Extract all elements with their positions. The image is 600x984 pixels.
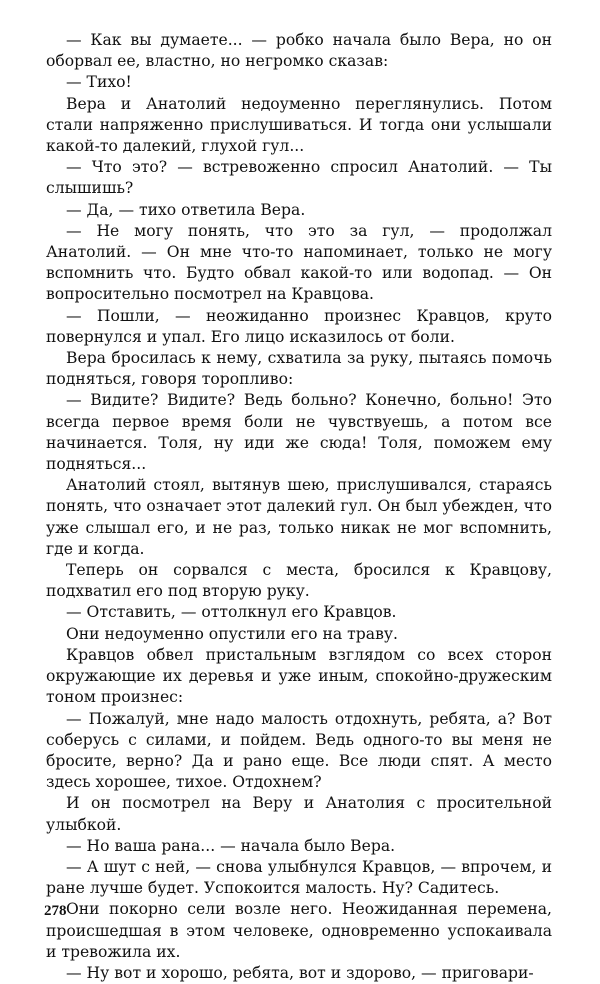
paragraph: — Но ваша рана... — начала было Вера. — [66, 836, 396, 855]
page-number: 278 — [44, 903, 67, 919]
paragraph: Кравцов обвел пристальным взглядом со всех сторон окружающие их деревья и уже иным, спокойно-дружеским тоном произнес: — [46, 645, 552, 707]
paragraph: — Как вы думаете... — робко начала было Вера, но он оборвал ее, властно, но негромко сказав: — [46, 31, 552, 71]
paragraph: — Пожалуй, мне надо малость отдохнуть, ребята, а? Вот соберусь с силами, и пойдем. Ведь одного-то вы меня не бросите, верно? Да и рано еще. Все люди спят. А место здесь хорошее, тихое. Отдохнем? — [46, 709, 552, 792]
paragraph: Вера бросилась к нему, схватила за руку, пытаясь помочь подняться, говоря торопливо: — [46, 349, 552, 389]
paragraph: — Да, — тихо ответила Вера. — [66, 200, 306, 219]
paragraph: — Пошли, — неожиданно произнес Кравцов, круто повернулся и упал. Его лицо исказилось от боли. — [46, 306, 552, 346]
paragraph: И он посмотрел на Веру и Анатолия с просительной улыбкой. — [46, 794, 552, 834]
paragraph: Анатолий стоял, вытянув шею, прислушивался, стараясь понять, что означает этот далекий гул. Он был убежден, что уже слышал его, и не раз, только никак не мог вспомнить, где и когда. — [46, 476, 552, 558]
paragraph: — Видите? Видите? Ведь больно? Конечно, больно! Это всегда первое время боли не чувствуешь, а потом все начинается. Толя, ну иди же сюда! Толя, поможем ему подняться... — [46, 391, 552, 474]
paragraph: Теперь он сорвался с места, бросился к Кравцову, подхватил его под вторую руку. — [46, 561, 552, 601]
paragraph: — Отставить, — оттолкнул его Кравцов. — [66, 603, 397, 622]
paragraph: — Ну вот и хорошо, ребята, вот и здорово, — приговари- — [66, 963, 534, 982]
paragraph: — Не могу понять, что это за гул, — продолжал Анатолий. — Он мне что-то напоминает, только не могу вспомнить что. Будто обвал какой-то или водопад. — Он вопросительно посмотрел на Кравцова. — [46, 221, 552, 304]
paragraph: Вера и Анатолий недоуменно переглянулись. Потом стали напряженно прислушиваться. И тогда они услышали какой-то далекий, глухой гул... — [46, 94, 552, 156]
paragraph: — Что это? — встревоженно спросил Анатолий. — Ты слышишь? — [46, 158, 552, 198]
paragraph: Они покорно сели возле него. Неожиданная перемена, происшедшая в этом человеке, одновременно успокаивала и тревожила их. — [46, 900, 552, 961]
paragraph: — Тихо! — [66, 73, 132, 92]
page-body — [46, 30, 552, 984]
paragraph: — А шут с ней, — снова улыбнулся Кравцов, — впрочем, и ране лучше будет. Успокоится малость. Ну? Садитесь. — [46, 857, 552, 898]
paragraph: Они недоуменно опустили его на траву. — [66, 624, 398, 643]
